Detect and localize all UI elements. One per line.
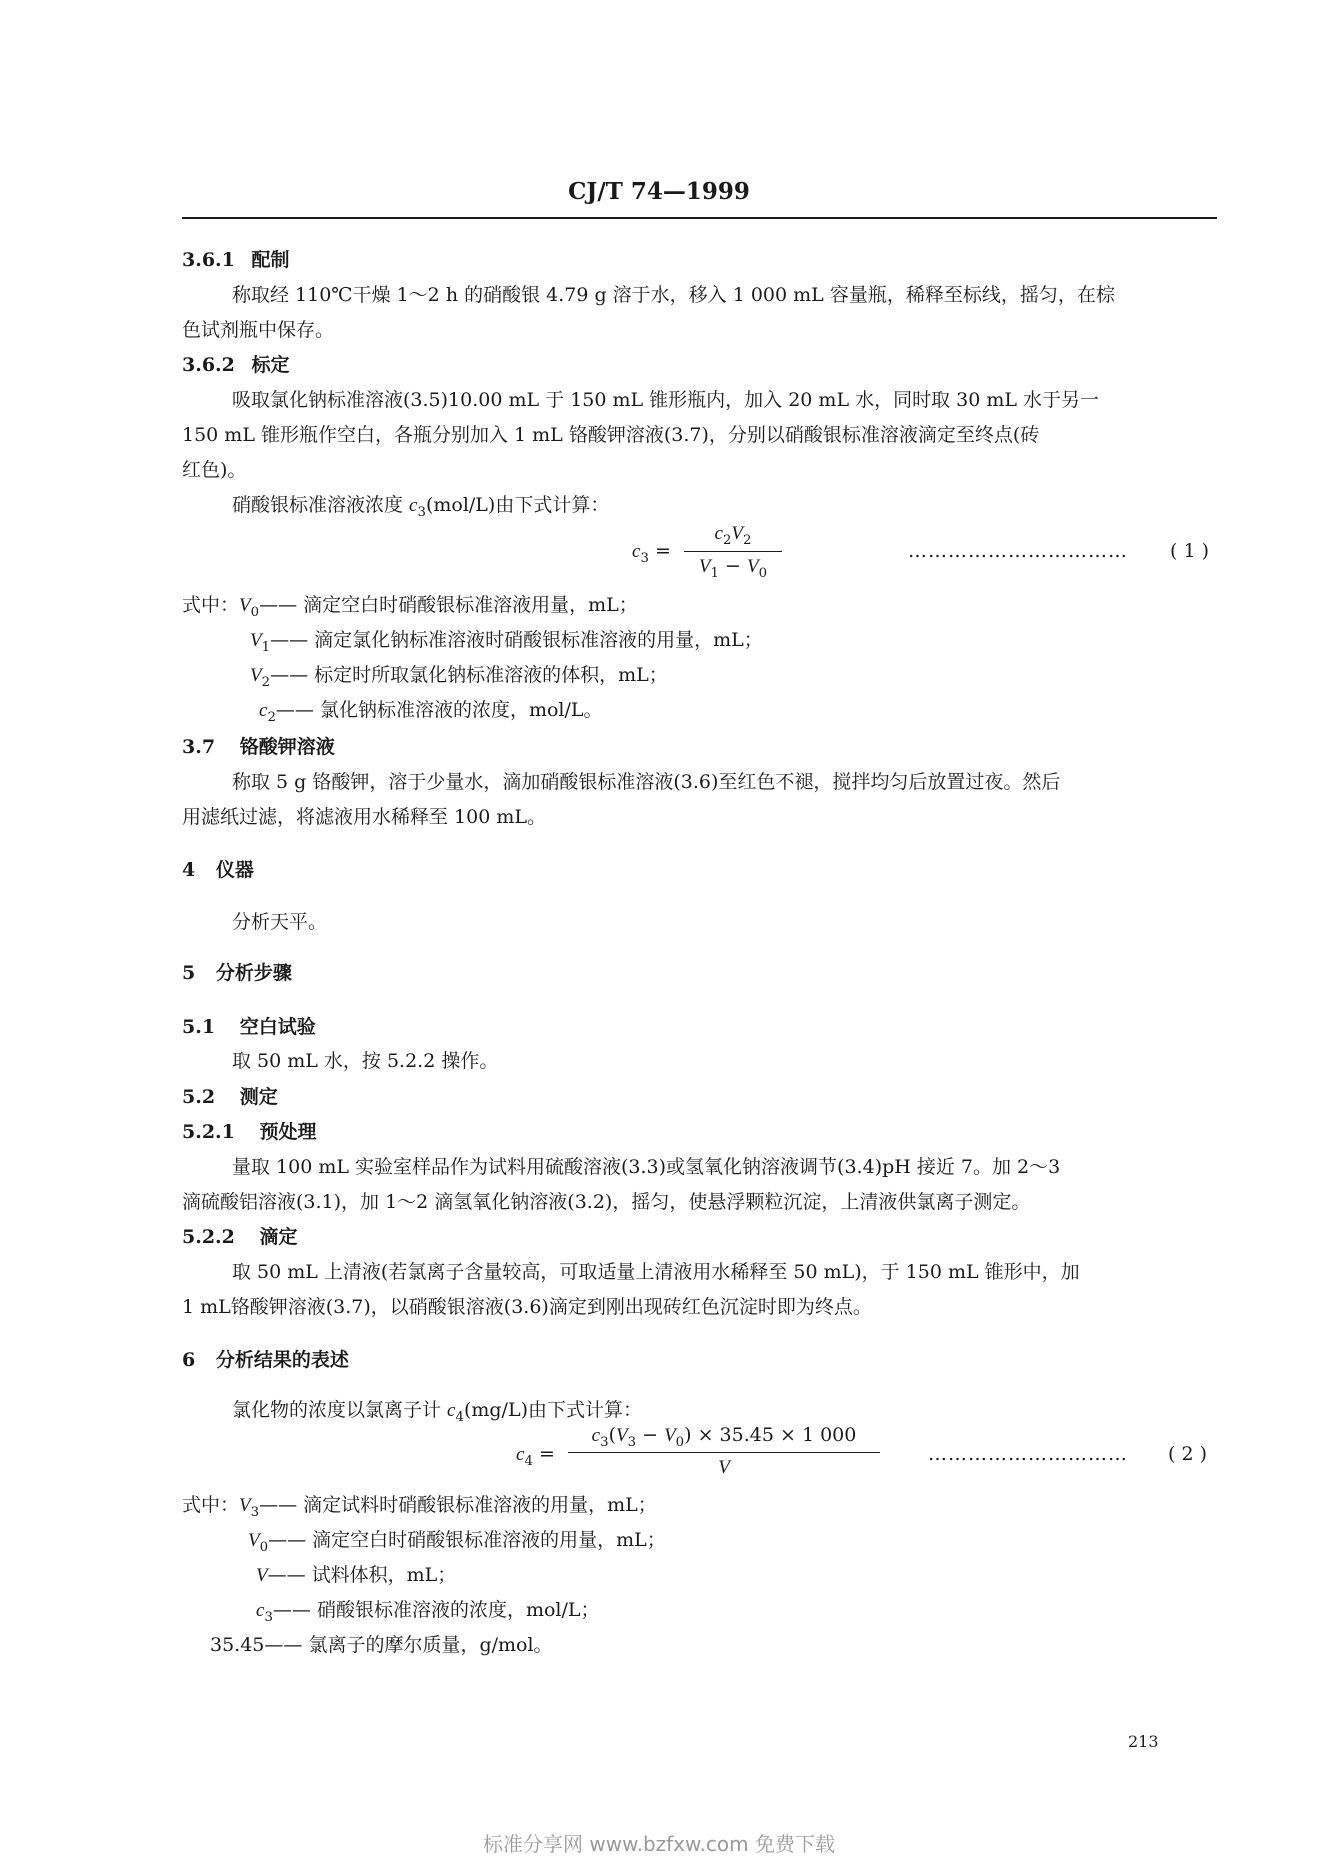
section-5-1-heading: [182, 1012, 316, 1039]
section-number: 5.2.1: [182, 1121, 235, 1143]
symbol-definition: $V_0——$ 滴定空白时硝酸银标准溶液的用量，mL；: [248, 1529, 666, 1555]
section-number: 6: [182, 1349, 196, 1371]
section-title: 标定: [251, 354, 290, 376]
formula-2-number: ( 2 ): [1168, 1443, 1207, 1465]
paragraph: 用滤纸过滤，将滤液用水稀释至 100 mL。: [182, 806, 546, 828]
symbol-definition: 式中：$V_0——$ 滴定空白时硝酸银标准溶液用量，mL；: [182, 594, 638, 620]
formula-2-fraction: [568, 1424, 880, 1482]
calculation-intro: 硝酸银标准溶液浓度 $c_3(mol/L)$由下式计算：: [232, 494, 610, 520]
paragraph: 滴硫酸铝溶液(3.1)，加 1～2 滴氢氧化钠溶液(3.2)，摇匀，使悬浮颗粒沉淀，上清液供氯离子测定。: [182, 1191, 1031, 1213]
formula-1-denominator: $V_1 - V_0$: [698, 555, 768, 581]
formula-1-fraction: [684, 522, 782, 581]
paragraph: 取 50 mL 上清液(若氯离子含量较高，可取适量上清液用水稀释至 50 mL)，于 150 mL 锥形中，加: [232, 1261, 1080, 1283]
section-title: 预处理: [259, 1121, 317, 1143]
formula-1-number: ( 1 ): [1170, 540, 1209, 562]
symbol-definition: $V_2——$ 标定时所取氯化钠标准溶液的体积，mL；: [250, 664, 668, 690]
paragraph: 分析天平。: [232, 911, 328, 933]
formula-2-lhs: $c_4$ =: [516, 1443, 555, 1469]
paragraph: 称取 5 g 铬酸钾，溶于少量水，滴加硝酸银标准溶液(3.6)至红色不褪，搅拌均匀后放置过夜。然后: [232, 771, 1061, 793]
symbol-definition: $V_1——$ 滴定氯化钠标准溶液时硝酸银标准溶液的用量，mL；: [250, 629, 763, 655]
paragraph: 量取 100 mL 实验室样品作为试料用硫酸溶液(3.3)或氢氧化钠溶液调节(3.4)pH 接近 7。加 2～3: [232, 1156, 1061, 1178]
paragraph: 150 mL 锥形瓶作空白，各瓶分别加入 1 mL 铬酸钾溶液(3.7)，分别以硝酸银标准溶液滴定至终点(砖: [182, 424, 1040, 446]
section-number: 5.2: [182, 1086, 216, 1108]
section-title: 空白试验: [239, 1016, 316, 1038]
section-5-heading: [182, 958, 292, 985]
symbol-definition: 35.45—— 氯离子的摩尔质量，g/mol。: [210, 1634, 553, 1656]
footer-watermark: 标准分享网 www.bzfxw.com 免费下载: [483, 1832, 835, 1856]
document-code-header: CJ/T 74—1999: [568, 178, 750, 205]
fraction-bar: [568, 1452, 880, 1453]
section-title: 滴定: [259, 1226, 298, 1248]
page-number: 213: [1128, 1732, 1159, 1751]
section-3-6-2-heading: [182, 350, 290, 377]
section-number: 4: [182, 859, 196, 881]
section-number: 5.1: [182, 1016, 216, 1038]
formula-1-numerator: $c_2V_2$: [714, 523, 752, 548]
symbol-definition: 式中：$V_3——$ 滴定试料时硝酸银标准溶液的用量，mL；: [182, 1494, 657, 1520]
formula-2-numerator: $c_3(V_3 - V_0) \times 35.45 \times 1$ 000: [591, 1424, 857, 1450]
symbol-definition: $c_2——$ 氯化钠标准溶液的浓度，mol/L。: [259, 699, 603, 725]
calculation-intro: 氯化物的浓度以氯离子计 $c_4(mg/L)$由下式计算：: [232, 1399, 642, 1425]
section-title: 分析结果的表述: [215, 1349, 349, 1371]
formula-1-leader-dots: ……………………………: [908, 540, 1128, 562]
paragraph: 1 mL铬酸钾溶液(3.7)，以硝酸银溶液(3.6)滴定到刚出现砖红色沉淀时即为终点。: [182, 1296, 872, 1318]
section-number: 5.2.2: [182, 1226, 235, 1248]
header-rule: [182, 217, 1217, 219]
symbol-definition: $c_3——$ 硝酸银标准溶液的浓度，mol/L；: [256, 1599, 600, 1625]
formula-1-lhs: $c_3$ =: [632, 540, 671, 566]
section-number: 3.6.1: [182, 249, 235, 271]
section-title: 铬酸钾溶液: [239, 736, 335, 758]
paragraph: 色试剂瓶中保存。: [182, 319, 335, 341]
section-number: 5: [182, 962, 196, 984]
section-5-2-heading: [182, 1082, 278, 1109]
paragraph: 取 50 mL 水，按 5.2.2 操作。: [232, 1050, 499, 1072]
section-title: 分析步骤: [215, 962, 292, 984]
symbol-definition: V—— 试料体积，mL；: [256, 1564, 457, 1586]
section-4-heading: [182, 855, 254, 882]
section-3-6-1-heading: [182, 245, 290, 272]
paragraph: 吸取氯化钠标准溶液(3.5)10.00 mL 于 150 mL 锥形瓶内，加入 20 mL 水，同时取 30 mL 水于另一: [232, 389, 1100, 411]
section-6-heading: [182, 1345, 349, 1372]
section-number: 3.7: [182, 736, 216, 758]
fraction-bar: [684, 551, 782, 552]
paragraph: 红色)。: [182, 459, 247, 481]
section-number: 3.6.2: [182, 354, 235, 376]
section-title: 配制: [251, 249, 290, 271]
paragraph: 称取经 110℃干燥 1～2 h 的硝酸银 4.79 g 溶于水，移入 1 000 mL 容量瓶，稀释至标线，摇匀，在棕: [232, 284, 1115, 306]
section-title: 测定: [239, 1086, 278, 1108]
section-5-2-2-heading: [182, 1222, 298, 1249]
section-3-7-heading: [182, 732, 335, 759]
section-5-2-1-heading: [182, 1117, 317, 1144]
section-title: 仪器: [215, 859, 254, 881]
formula-2-denominator: V: [718, 1457, 730, 1478]
formula-2-leader-dots: …………………………: [928, 1443, 1128, 1465]
